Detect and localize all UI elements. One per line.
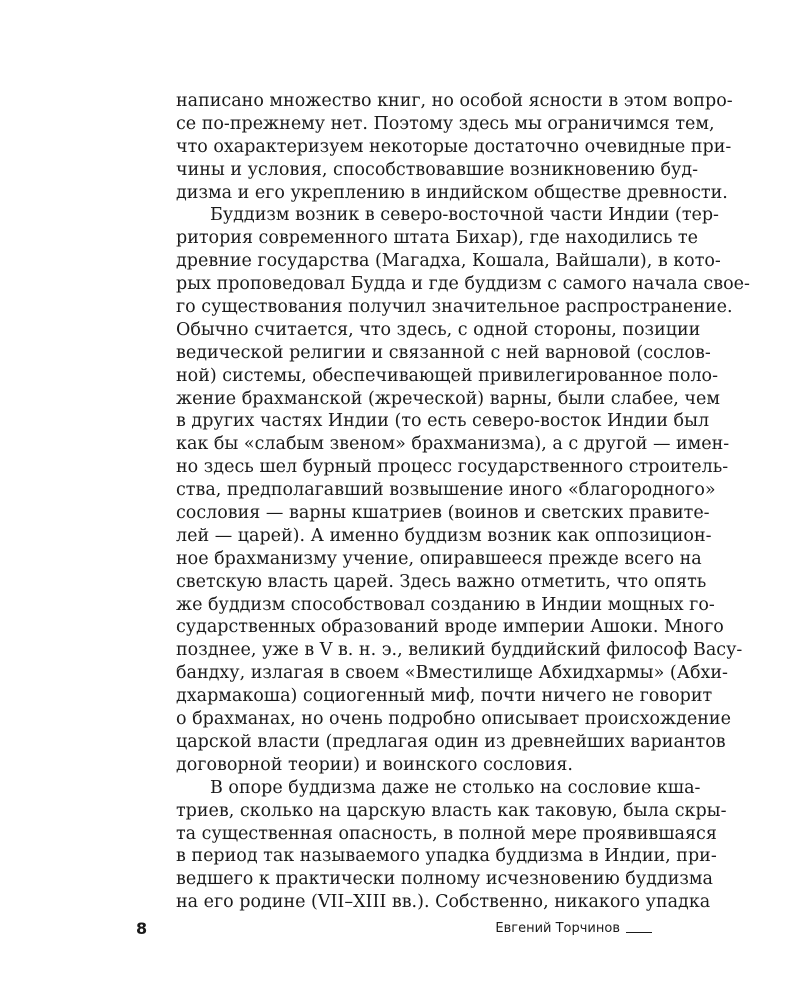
text-line: бандху, излагая в своем «Вместилище Абхидхармы» (Абхи- <box>176 663 728 684</box>
text-line: но здесь шел бурный процесс государственного строитель- <box>176 457 729 478</box>
text-line: чины и условия, способствовавшие возникновению буд- <box>176 159 699 180</box>
running-head-author: Евгений Торчинов <box>495 921 620 936</box>
text-line: договорной теории) и воинского сословия. <box>176 754 573 775</box>
running-head-rule <box>626 932 652 933</box>
text-line: написано множество книг, но особой ясности в этом вопро- <box>176 91 733 111</box>
text-line: жение брахманской (жреческой) варны, были слабее, чем <box>176 388 720 409</box>
text-line: древние государства (Магадха, Кошала, Вайшали), в кото- <box>176 251 721 272</box>
page-footer <box>136 917 652 941</box>
text-line: се по-прежнему нет. Поэтому здесь мы ограничимся тем, <box>176 113 715 134</box>
text-line: как бы «слабым звеном» брахманизма), а с другой — имен- <box>176 434 730 455</box>
text-line: дхармакоша) социогенный миф, почти ничего не говорит <box>176 686 713 707</box>
text-line: о брахманах, но очень подробно описывает происхождение <box>176 709 731 730</box>
text-line: ной) системы, обеспечивающей привилегированное поло- <box>176 365 719 386</box>
text-line: ведшего к практически полному исчезновению буддизма <box>176 869 713 890</box>
text-line: В опоре буддизма даже не столько на сословие кша- <box>210 777 701 798</box>
text-line: ства, предполагавший возвышение иного «благородного» <box>176 480 716 501</box>
page-number: 8 <box>136 919 148 938</box>
running-head <box>495 917 652 941</box>
text-line: ное брахманизму учение, опиравшееся прежде всего на <box>176 548 702 569</box>
text-line: Буддизм возник в северо-восточной части Индии (тер- <box>210 205 719 226</box>
text-line: дизма и его укреплению в индийском обществе древности. <box>176 182 728 203</box>
text-line: та существенная опасность, в полной мере проявившаяся <box>176 823 717 844</box>
text-line: позднее, уже в V в. н. э., великий буддийский философ Васу- <box>176 640 743 661</box>
text-line: царской власти (предлагая один из древнейших вариантов <box>176 731 726 752</box>
text-line: Обычно считается, что здесь, с одной стороны, позиции <box>176 319 701 340</box>
text-line: лей — царей). А именно буддизм возник как оппозицион- <box>176 525 712 546</box>
text-line: на его родине (VII–XIII вв.). Собственно, никакого упадка <box>176 892 711 913</box>
text-line: го существования получил значительное распространение. <box>176 297 733 318</box>
text-line: же буддизм способствовал созданию в Индии мощных го- <box>176 594 715 615</box>
text-line: что охарактеризуем некоторые достаточно очевидные при- <box>176 136 732 157</box>
text-line: сословия — варны кшатриев (воинов и светских правите- <box>176 503 710 524</box>
text-line: рых проповедовал Будда и где буддизм с самого начала свое- <box>176 274 750 295</box>
body-text <box>176 90 750 914</box>
text-line: триев, сколько на царскую власть как таковую, была скры- <box>176 800 727 821</box>
text-line: светскую власть царей. Здесь важно отметить, что опять <box>176 571 707 592</box>
text-line: в других частях Индии (то есть северо-восток Индии был <box>176 411 710 432</box>
text-line: ритория современного штата Бихар), где находились те <box>176 228 698 249</box>
text-line: в период так называемого упадка буддизма в Индии, при- <box>176 846 717 867</box>
text-line: сударственных образований вроде империи Ашоки. Много <box>176 617 724 638</box>
text-line: ведической религии и связанной с ней варновой (сослов- <box>176 342 711 363</box>
